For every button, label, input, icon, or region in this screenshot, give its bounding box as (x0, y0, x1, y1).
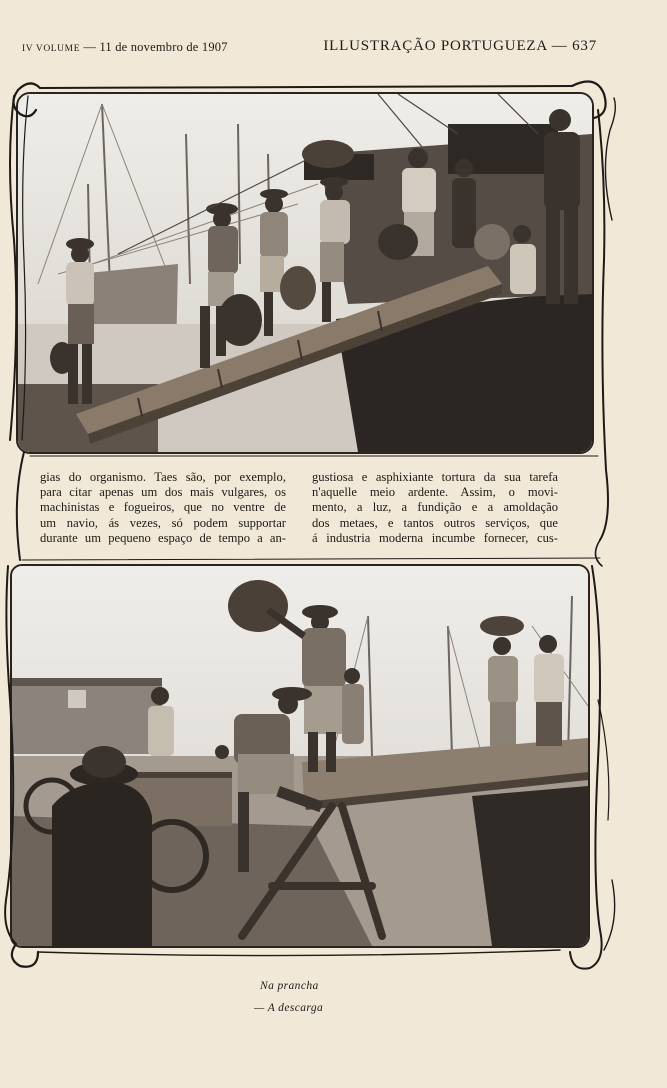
text-line: á industria moderna incumbe fornecer, cus- (312, 530, 558, 545)
volume-label: IV VOLUME (22, 44, 81, 54)
text-line: machinistas e fogueiros, que no ventre de (40, 500, 286, 515)
issue-date: — 11 de novembro de 1907 (83, 40, 228, 54)
header-left (22, 40, 228, 55)
page-header (0, 38, 667, 62)
text-line: dos metaes, e tantos outros serviços, que (312, 515, 558, 530)
photo-gangplank (16, 92, 594, 454)
caption-first: Na prancha (260, 980, 319, 992)
article-text (40, 470, 586, 544)
caption-second: — A descarga (254, 1002, 324, 1014)
text-line: gustiosa e asphixiante tortura da sua tarefa (312, 470, 558, 484)
publication-title: ILLUSTRAÇÃO PORTUGUEZA (323, 38, 548, 54)
text-column-right (312, 470, 558, 546)
header-right (323, 38, 597, 55)
text-line: gias do organismo. Taes são, por exemplo, (40, 470, 286, 484)
text-line: para citar apenas um dos mais vulgares, os (40, 485, 286, 500)
text-column-left (40, 470, 286, 546)
photo-unloading (10, 564, 590, 948)
text-line: n'aquelle meio ardente. Assim, o movi- (312, 485, 558, 500)
text-line: durante um pequeno espaço de tempo a an- (40, 530, 286, 545)
page-number: — 637 (551, 38, 597, 54)
text-line: mento, a luz, a fundição e a amoldação (312, 500, 558, 515)
text-line: um navio, ás vezes, só podem supportar (40, 515, 286, 530)
